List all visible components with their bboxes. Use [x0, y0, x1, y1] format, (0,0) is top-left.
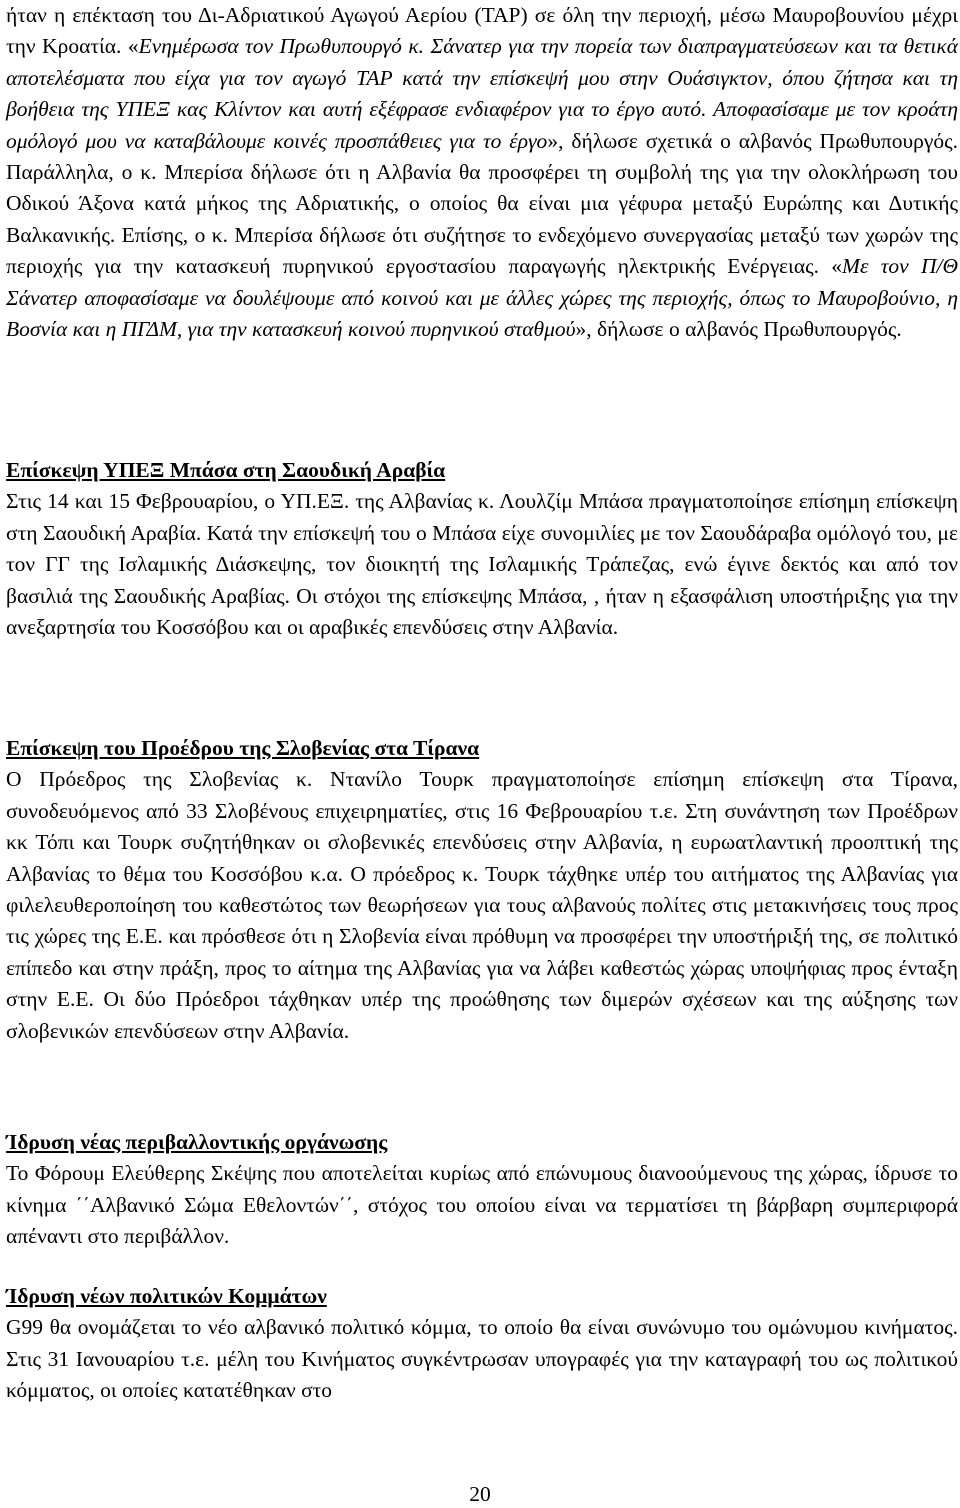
section-heading: Επίσκεψη του Προέδρου της Σλοβενίας στα Τίρανα	[6, 736, 480, 760]
opening-text-part1: ήταν η επέκταση του Δι-Αδριατικού Αγωγού Αερίου (ΤΑΡ) σε όλη την περιοχή, μέσω Μαυροβουνίου μέχρι την Κροατία. «	[6, 3, 958, 59]
section-slovenia-president-visit	[6, 733, 958, 1047]
section-body: G99 θα ονομάζεται το νέο αλβανικό πολιτικό κόμμα, το οποίο θα είναι συνώνυμο του ομώνυμου κινήματος. Στις 31 Ιανουαρίου τ.ε. μέλη του Κινήματος συγκέντρωσαν υπογραφές για την καταγραφή του ως πολιτικού κόμματος, οι οποίες κατατέθηκαν στο	[6, 1315, 958, 1403]
section-body: Το Φόρουμ Ελεύθερης Σκέψης που αποτελείται κυρίως από επώνυμους διανοούμενους της χώρας, ίδρυσε το κίνημα ΄΄Αλβανικό Σώμα Εθελοντών΄΄, στόχος του οποίου είναι να τερματίσει τη βάρβαρη συμπεριφορά απέναντι στο περιβάλλον.	[6, 1161, 958, 1249]
opening-text-part2: », δήλωσε σχετικά ο αλβανός Πρωθυπουργός. Παράλληλα, ο κ. Μπερίσα δήλωσε ότι η Αλβανία θα προσφέρει τη συμβολή της για την ολοκλήρωση του Οδικού Άξονα κατά μήκος της Αδριατικής, ο οποίος θα είναι μια γέφυρα μεταξύ Ευρώπης και Δυτικής Βαλκανικής. Επίσης, ο κ. Μπερίσα δήλωσε ότι συζήτησε το ενδεχόμενο συνεργασίας μεταξύ των χωρών της περιοχής για την κατασκευή πυρηνικού εργοστασίου παραγωγής ηλεκτρικής Ενέργειας. «	[6, 128, 958, 279]
section-heading: Ίδρυση νέας περιβαλλοντικής οργάνωσης	[6, 1130, 388, 1154]
section-body: Στις 14 και 15 Φεβρουαρίου, ο ΥΠ.ΕΞ. της Αλβανίας κ. Λουλζίμ Μπάσα πραγματοποίησε επίσημη επίσκεψη στη Σαουδική Αραβία. Κατά την επίσκεψή του ο Μπάσα είχε συνομιλίες με τον Σαουδάραβα ομόλογό του, με τον ΓΓ της Ισλαμικής Διάσκεψης, τον διοικητή της Ισλαμικής Τράπεζας, ενώ έγινε δεκτός και από τον βασιλιά της Σαουδικής Αραβίας. Οι στόχοι της επίσκεψης Μπάσα, , ήταν η εξασφάλιση υποστήριξης για την ανεξαρτησία του Κοσσόβου και οι αραβικές επενδύσεις στην Αλβανία.	[6, 489, 958, 640]
opening-quote-italic-2: Με τον Π/Θ Σάνατερ αποφασίσαμε να δουλέψουμε από κοινού και με άλλες χώρες της περιοχής, όπως το Μαυροβούνιο, η Βοσνία και η ΠΓΔΜ, για την κατασκευή κοινού πυρηνικού σταθμού	[6, 254, 958, 342]
section-new-political-parties	[6, 1281, 958, 1407]
opening-paragraph	[6, 0, 958, 345]
section-basha-saudi-visit	[6, 455, 958, 643]
section-environmental-organization	[6, 1127, 958, 1253]
section-heading: Ίδρυση νέων πολιτικών Κομμάτων	[6, 1284, 327, 1308]
section-body: Ο Πρόεδρος της Σλοβενίας κ. Ντανίλο Τουρκ πραγματοποίησε επίσημη επίσκεψη στα Τίρανα, συνοδευόμενος από 33 Σλοβένους επιχειρηματίες, στις 16 Φεβρουαρίου τ.ε. Στη συνάντηση των Προέδρων κκ Τόπι και Τουρκ συζητήθηκαν οι σλοβενικές επενδύσεις στην Αλβανία, η ευρωατλαντική προοπτική της Αλβανίας το θέμα του Κοσσόβου κ.α. Ο πρόεδρος κ. Τουρκ τάχθηκε υπέρ του αιτήματος της Αλβανίας για φιλελευθεροποίηση του καθεστώτος των θεωρήσεων για τους αλβανούς πολίτες στις μετακινήσεις τους προς τις χώρες της Ε.Ε. και πρόσθεσε ότι η Σλοβενία είναι πρόθυμη να προσφέρει την υποστήριξή της, σε πολιτικό επίπεδο και στην πράξη, προς το αίτημα της Αλβανίας για να λάβει καθεστώς χώρας υποψήφιας προς ένταξη στην Ε.Ε. Οι δύο Πρόεδροι τάχθηκαν υπέρ της προώθησης των διμερών σχέσεων και της αύξησης των σλοβενικών επενδύσεων στην Αλβανία.	[6, 767, 958, 1043]
section-heading: Επίσκεψη ΥΠΕΞ Μπάσα στη Σαουδική Αραβία	[6, 458, 446, 482]
opening-quote-italic-1: Ενημέρωσα τον Πρωθυπουργό κ. Σάνατερ για την πορεία των διαπραγματεύσεων και τα θετικά αποτελέσματα που είχα για τον αγωγό ΤΑΡ κατά την επίσκεψή μου στην Ουάσιγκτον, όπου ζήτησα και τη βοήθεια της ΥΠΕΞ κας Κλίντον και αυτή εξέφρασε ενδιαφέρον για το έργο αυτό. Αποφασίσαμε με τον κροάτη ομόλογό μου να καταβάλουμε κοινές προσπάθειες για το έργο	[6, 34, 958, 153]
opening-text-part3: », δήλωσε ο αλβανός Πρωθυπουργός.	[575, 317, 902, 342]
page-number: 20	[469, 1482, 491, 1506]
